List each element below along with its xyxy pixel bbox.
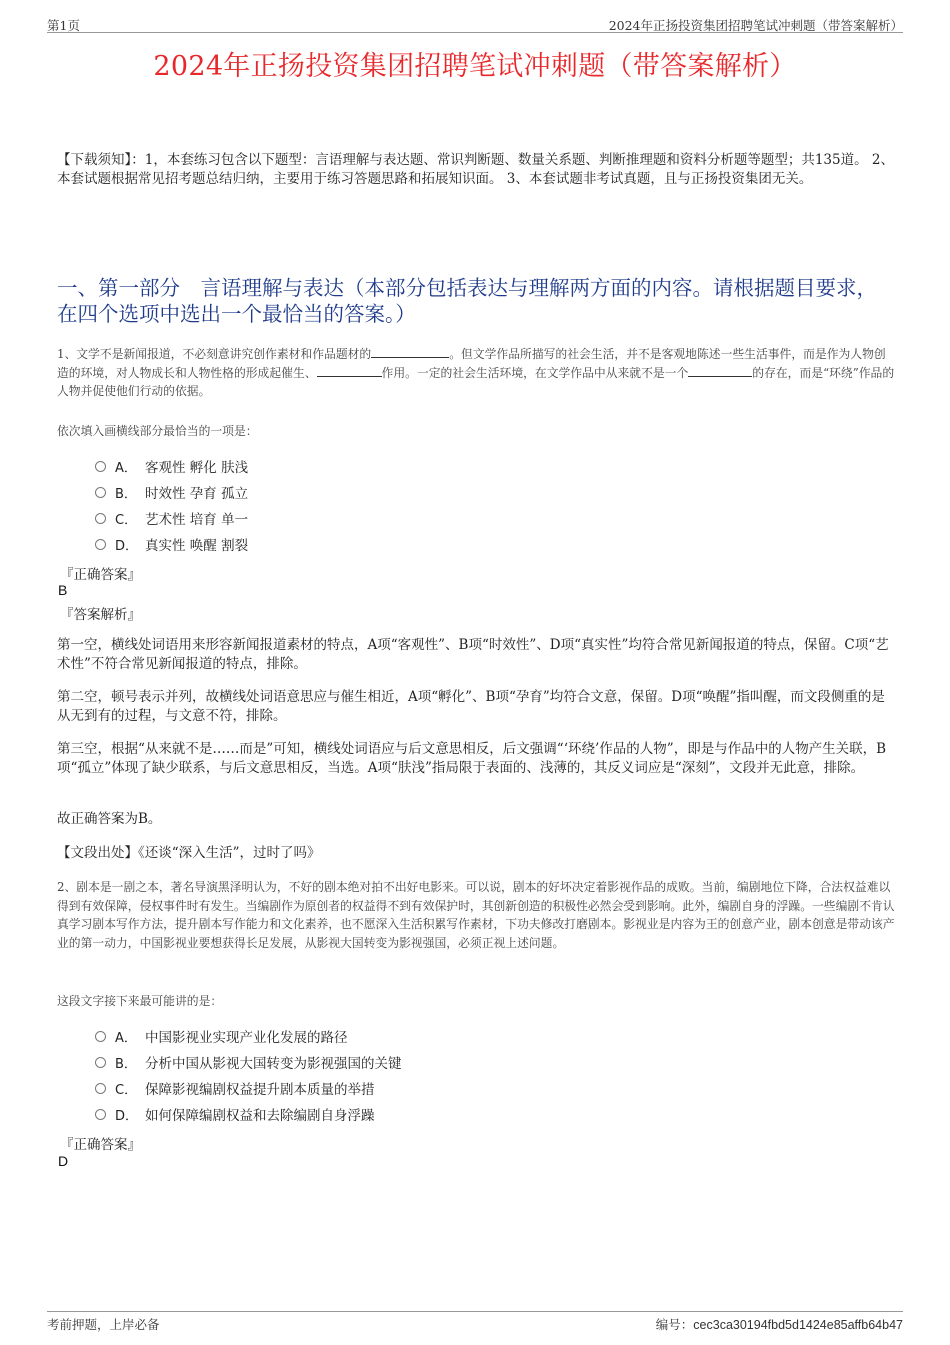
q1-text-part4: 的存在，而是“环绕”作品的人物并促使他们行动的依据。 [57,365,895,398]
q1-answer-label: 『正确答案』 [60,567,141,583]
option-letter: A． [115,1030,137,1046]
radio-icon[interactable] [95,1083,106,1094]
q2-option-c[interactable] [95,1075,795,1101]
option-text: 中国影视业实现产业化发展的路径 [145,1030,348,1046]
q1-analysis-2: 第二空，顿号表示并列，故横线处词语意思应与催生相近，A项“孵化”、B项“孕育”均符合文意，保留。D项“唤醒”指叫醒，而文段侧重的是从无到有的过程，与文意不符，排除。 [57,689,885,724]
question-2-options [95,1023,795,1127]
radio-icon[interactable] [95,1109,106,1120]
radio-icon[interactable] [95,487,106,498]
radio-icon[interactable] [95,461,106,472]
question-2-stem: 2、剧本是一剧之本，著名导演黑泽明认为，不好的剧本绝对拍不出好电影来。可以说，剧本的好坏决定着影视作品的成败。当前，编剧地位下降，合法权益难以得到有效保障，侵权事件时有发生。当编剧作为原创者的权益得不到有效保护时，其创新创造的积极性必然会受到影响。此外，编剧自身的浮躁。一些编剧不肯认真学习剧本写作方法，提升剧本写作能力和文化素养，也不愿深入生活积累写作素材，下功夫修改打磨剧本。影视业是内容为王的创意产业，剧本创意是带动该产业的第一动力，中国影视业要想获得长足发展，从影视大国转变为影视强国，必须正视上述问题。 [57,880,895,950]
option-letter: C． [115,512,138,528]
footer-code-label: 编号： [655,1317,694,1332]
q1-analysis-1: 第一空，横线处词语用来形容新闻报道素材的特点，A项“客观性”、B项“时效性”、D项“真实性”均符合常见新闻报道的特点，保留。C项“艺术性”不符合常见新闻报道的特点，排除。 [57,637,889,672]
q1-answer: B [58,582,68,598]
option-letter: D． [115,1108,139,1124]
radio-icon[interactable] [95,1057,106,1068]
q1-option-c[interactable] [95,505,795,531]
question-2-prompt: 这段文字接下来最可能讲的是： [57,994,223,1008]
radio-icon[interactable] [95,513,106,524]
option-letter: C． [115,1082,138,1098]
blank-2 [317,364,382,377]
document-title: 2024年正扬投资集团招聘笔试冲刺题（带答案解析） [153,51,797,82]
option-letter: A． [115,460,137,476]
q1-option-a[interactable] [95,453,795,479]
option-text: 真实性 唤醒 割裂 [145,538,249,554]
option-text: 艺术性 培育 单一 [145,512,249,528]
q2-answer: D [58,1153,69,1169]
page-footer [47,1311,903,1332]
q1-option-b[interactable] [95,479,795,505]
q1-analysis-conclusion: 故正确答案为B。 [57,811,162,827]
question-1-prompt: 依次填入画横线部分最恰当的一项是： [57,424,258,438]
header-doc-title: 2024年正扬投资集团招聘笔试冲刺题（带答案解析） [608,18,903,33]
q1-source: 【文段出处】《还谈“深入生活”，过时了吗》 [57,845,321,861]
page-number: 第1页 [47,18,80,33]
footer-code-value: cec3ca30194fbd5d1424e85affb64b47 [693,1318,903,1332]
q1-text-part1: 1、文学不是新闻报道，不必刻意讲究创作素材和作品题材的 [57,347,372,361]
q2-option-a[interactable] [95,1023,795,1049]
q2-answer-label: 『正确答案』 [60,1137,141,1153]
q1-text-part2: 。但文学作品所描写的社会生活，并不是客观地陈述一些生活事件，而是作为人物创造的环境，对人物成长和人物性格的形成起催生、 [57,347,886,380]
option-letter: B． [115,1056,137,1072]
q2-option-d[interactable] [95,1101,795,1127]
blank-1 [371,345,449,358]
footer-code [656,1315,903,1333]
question-1-stem [57,345,897,401]
radio-icon[interactable] [95,539,106,550]
download-notice: 【下载须知】：1，本套练习包含以下题型：言语理解与表达题、常识判断题、数量关系题、判断推理题和资料分析题等题型；共135道。 2、本套试题根据常见招考题总结归纳，主要用于练习答题思路和拓展知识面。 3、本套试题非考试真题，且与正扬投资集团无关。 [57,152,894,187]
q1-analysis-label: 『答案解析』 [60,607,141,623]
blank-3 [688,364,752,377]
option-text: 如何保障编剧权益和去除编剧自身浮躁 [145,1108,375,1124]
q1-option-d[interactable] [95,531,795,557]
option-text: 保障影视编剧权益提升剧本质量的举措 [145,1082,375,1098]
option-text: 客观性 孵化 肤浅 [145,460,249,476]
q1-text-part3: 作用。一定的社会生活环境，在文学作品中从来就不是一个 [381,365,689,380]
page-header [47,14,903,33]
option-text: 时效性 孕育 孤立 [145,486,249,502]
question-1-options [95,453,795,557]
section-heading: 一、第一部分 言语理解与表达（本部分包括表达与理解两方面的内容。请根据题目要求，在四个选项中选出一个最恰当的答案。） [57,276,877,326]
q1-analysis-3: 第三空，根据“从来就不是……而是”可知，横线处词语应与后文意思相反，后文强调“‘环绕’作品的人物”，即是与作品中的人物产生关联，B项“孤立”体现了缺少联系，与后文意思相反，当选。A项“肤浅”指局限于表面的、浅薄的，其反义词应是“深刻”，文段并无此意，排除。 [57,741,887,776]
option-text: 分析中国从影视大国转变为影视强国的关键 [145,1056,402,1072]
option-letter: B． [115,486,137,502]
radio-icon[interactable] [95,1031,106,1042]
q2-option-b[interactable] [95,1049,795,1075]
footer-slogan: 考前押题，上岸必备 [47,1317,160,1332]
option-letter: D． [115,538,139,554]
